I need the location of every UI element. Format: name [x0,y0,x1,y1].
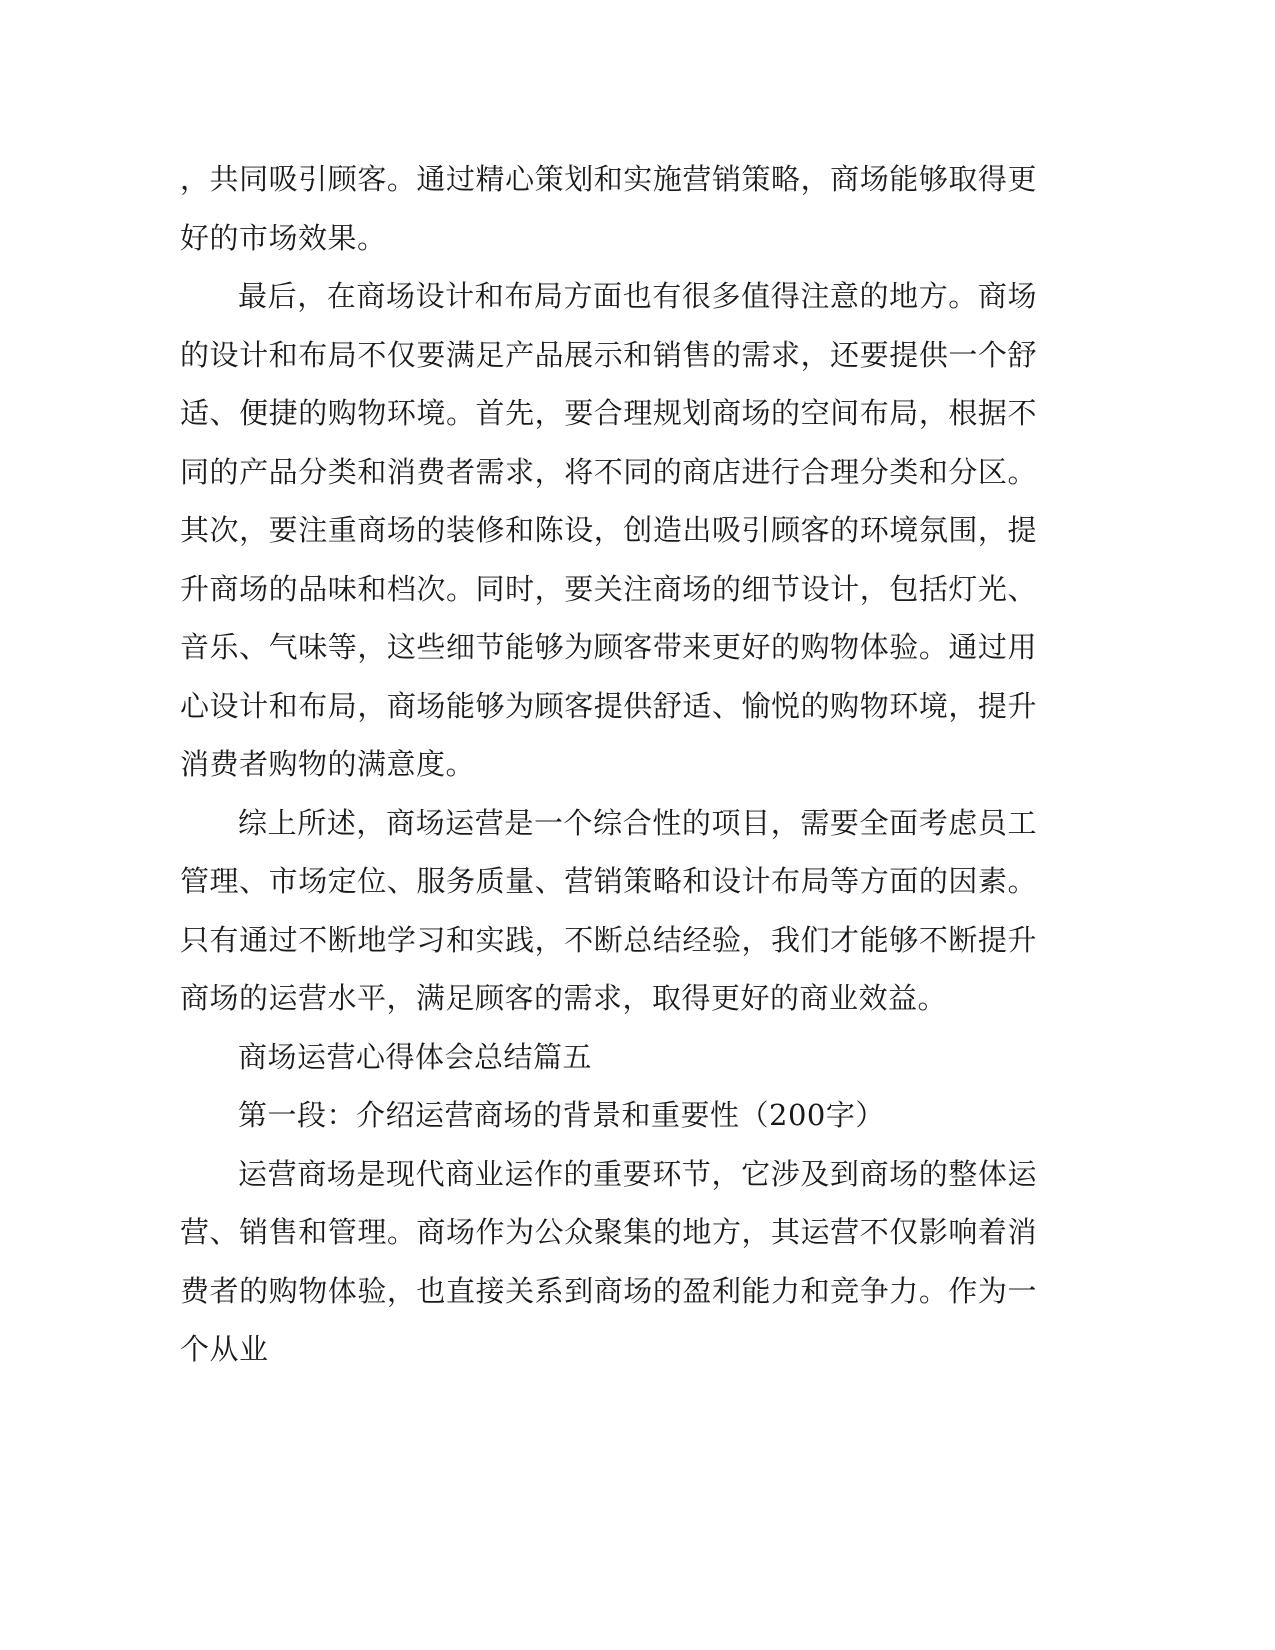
paragraph-summary: 综上所述，商场运营是一个综合性的项目，需要全面考虑员工管理、市场定位、服务质量、营销策略和设计布局等方面的因素。只有通过不断地学习和实践，不断总结经验，我们才能够不断提升商场的运营水平，满足顾客的需求，取得更好的商业效益。 [180,805,1037,1015]
paragraph-continuation: ，共同吸引顾客。通过精心策划和实施营销策略，商场能够取得更好的市场效果。 [180,162,1037,255]
paragraph-design-layout: 最后，在商场设计和布局方面也有很多值得注意的地方。商场的设计和布局不仅要满足产品展示和销售的需求，还要提供一个舒适、便捷的购物环境。首先，要合理规划商场的空间布局，根据不同的产品分类和消费者需求，将不同的商店进行合理分类和分区。其次，要注重商场的装修和陈设，创造出吸引顾客的环境氛围，提升商场的品味和档次。同时，要关注商场的细节设计，包括灯光、音乐、气味等，这些细节能够为顾客带来更好的购物体验。通过用心设计和布局，商场能够为顾客提供舒适、愉悦的购物环境，提升消费者购物的满意度。 [180,279,1037,781]
paragraph-section-one-title: 第一段：介绍运营商场的背景和重要性（200字） [238,1098,885,1132]
section-heading-chapter-five: 商场运营心得体会总结篇五 [238,1039,593,1074]
paragraph-intro-background: 运营商场是现代商业运作的重要环节，它涉及到商场的整体运营、销售和管理。商场作为公众聚集的地方，其运营不仅影响着消费者的购物体验，也直接关系到商场的盈利能力和竞争力。作为一个从业 [180,1156,1037,1366]
document-body [180,150,1037,1379]
